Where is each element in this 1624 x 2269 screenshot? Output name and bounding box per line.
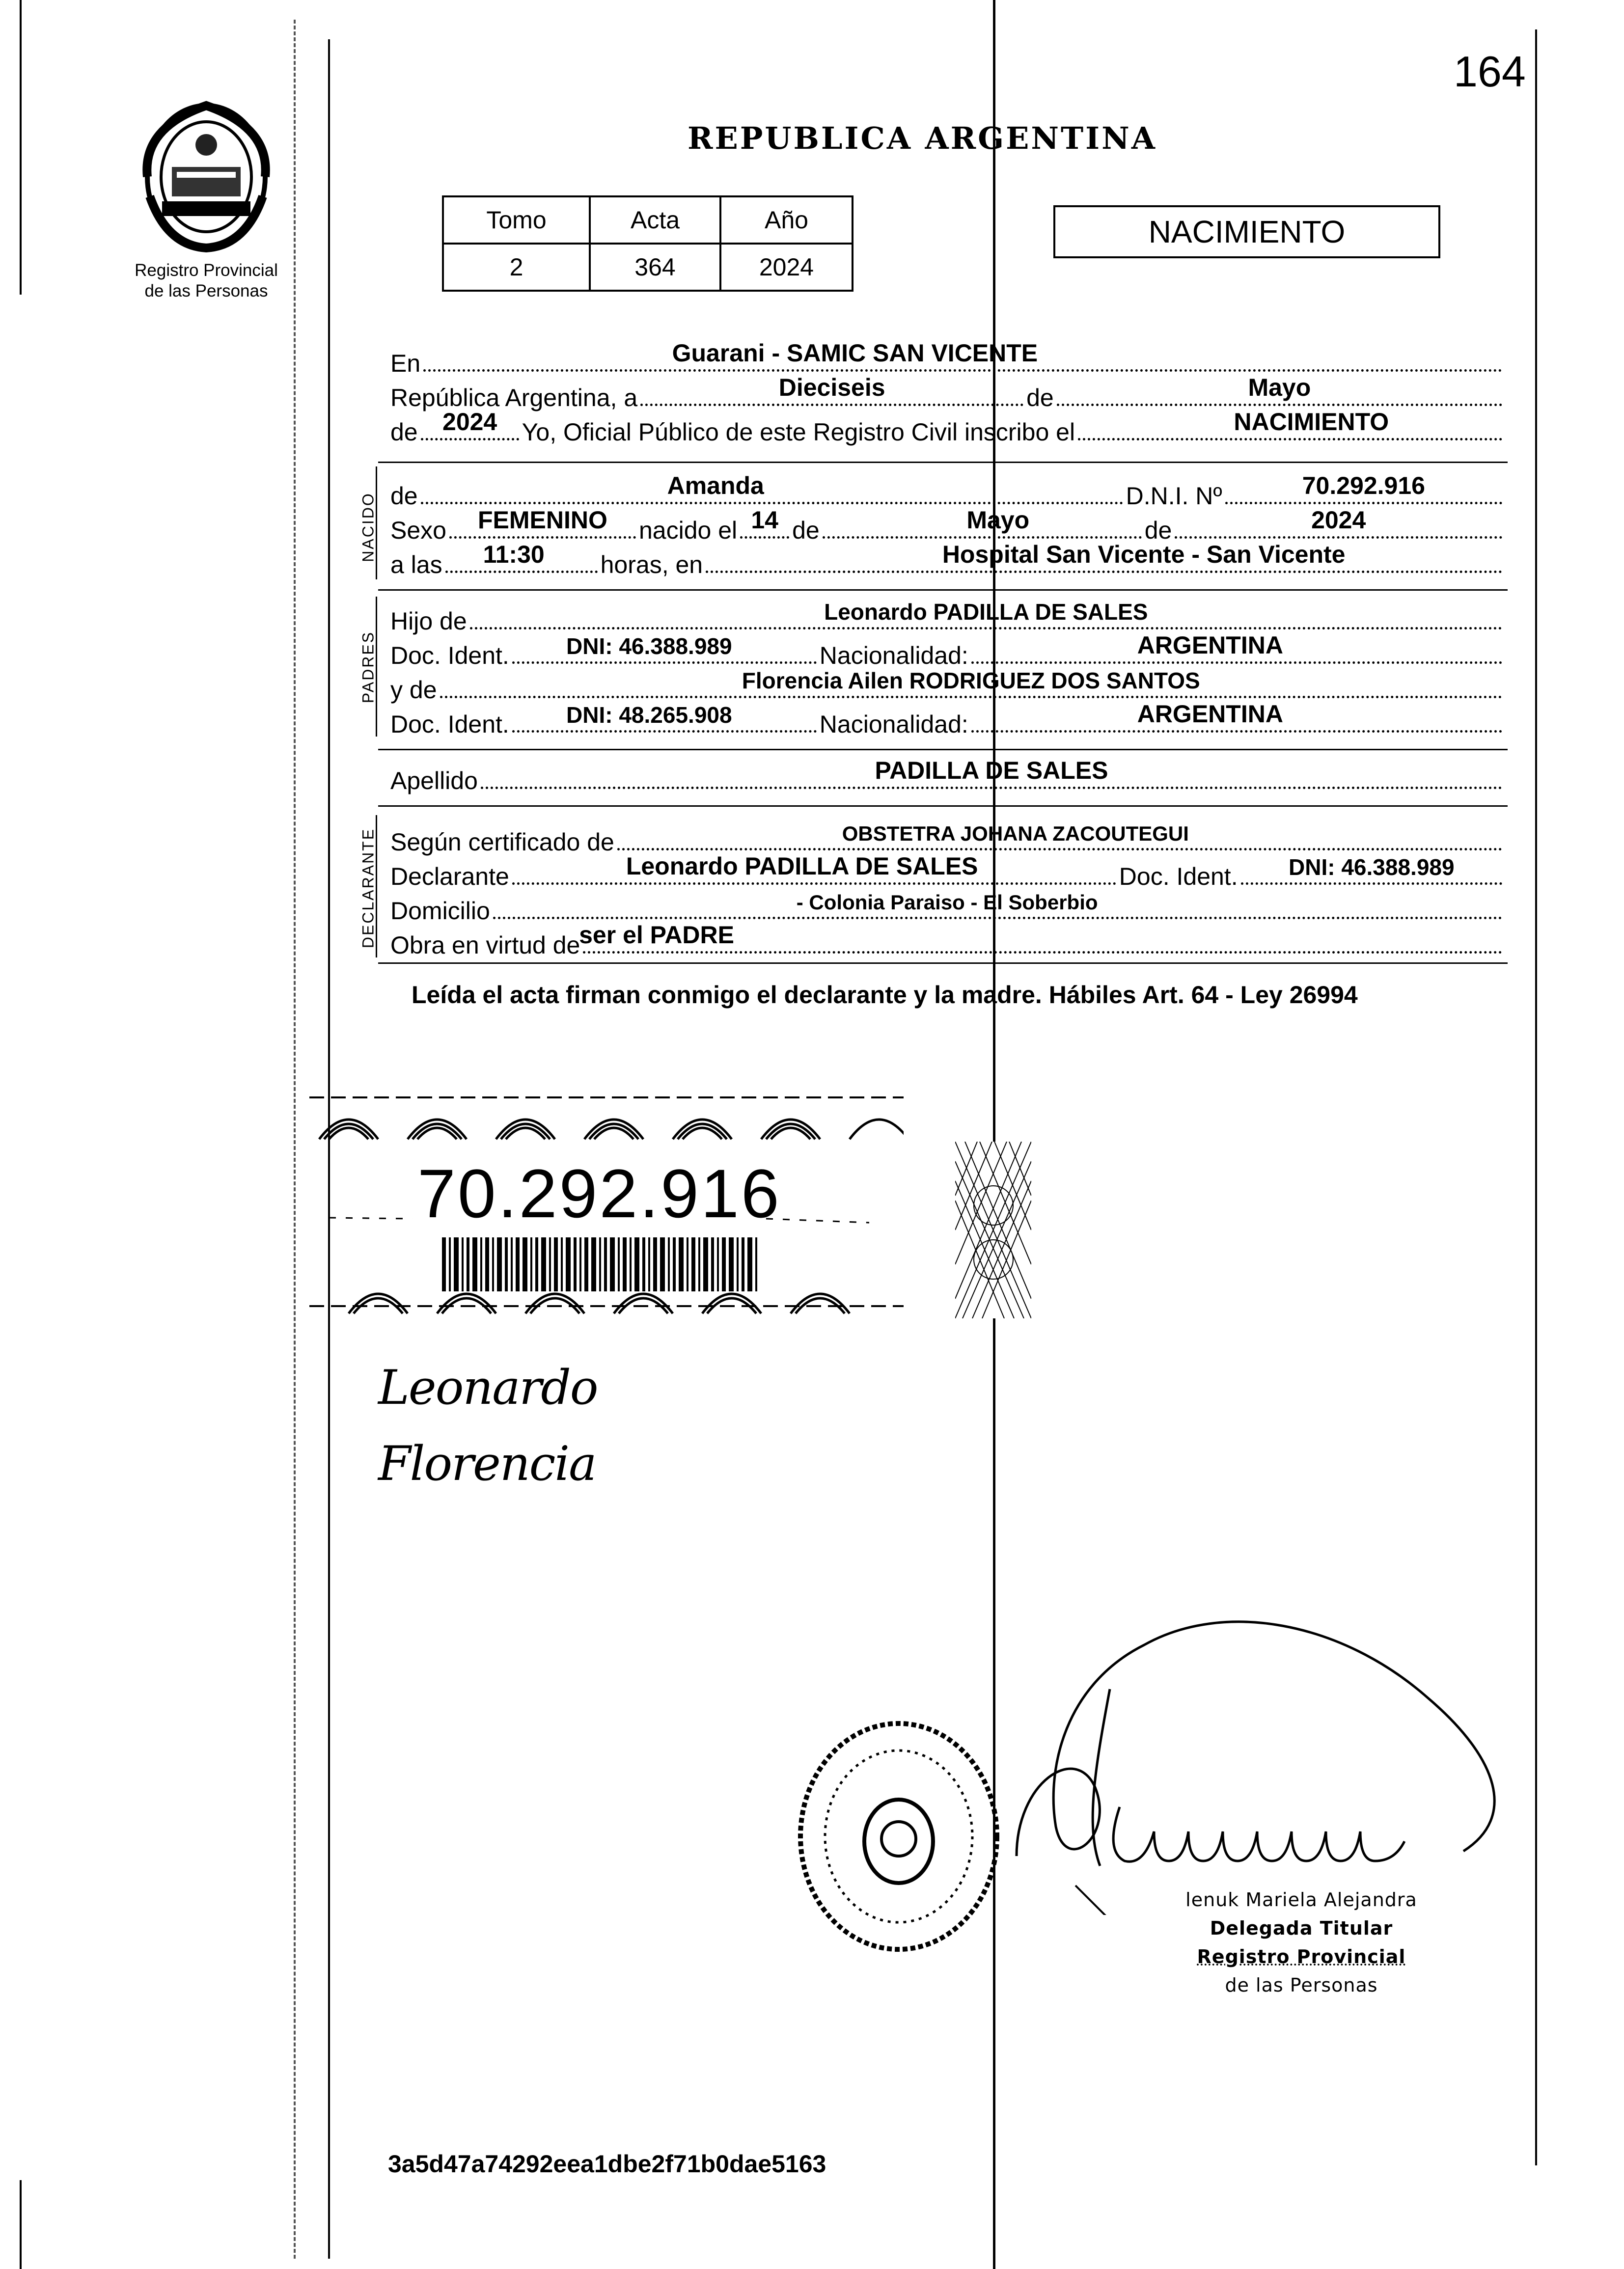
section-label-nacido: NACIDO [359, 492, 377, 562]
father-value: Leonardo PADILLA DE SALES [824, 599, 1148, 625]
anio-header: Año [720, 196, 853, 244]
margin-dashed-line [294, 20, 296, 2259]
official-name: lenuk Mariela Alejandra [1185, 1889, 1417, 1911]
security-hologram [955, 1142, 1031, 1318]
domicilio-value: - Colonia Paraiso - El Soberbio [796, 891, 1098, 914]
row-oficial: de 2024 Yo, Oficial Público de este Registro Civil inscribo el NACIMIENTO [390, 420, 1505, 444]
birth-year-value: 2024 [1311, 506, 1366, 534]
divider [378, 462, 1508, 463]
official-office: Registro Provincial [1197, 1946, 1406, 1968]
father-nationality-value: ARGENTINA [1137, 631, 1283, 659]
row-nacido-hora: a las 11:30 horas, en Hospital San Vicente - San Vicente [390, 552, 1505, 577]
row-hijo: Hijo de Leonardo PADILLA DE SALES [390, 609, 1505, 633]
obra-value: ser el PADRE [579, 921, 734, 949]
record-table-values [443, 244, 853, 291]
page-number: 164 [1454, 47, 1526, 96]
row-mother-doc: Doc. Ident. DNI: 48.265.908 Nacionalidad: ARGENTINA [390, 712, 1505, 737]
row-nacido-sexo: Sexo FEMENINO nacido el 14 de Mayo de 2024 [390, 518, 1505, 543]
act-value: NACIMIENTO [1234, 408, 1389, 436]
official-stamp-text [1129, 1886, 1473, 1999]
official-seal [786, 1709, 1012, 1964]
father-doc-value: DNI: 46.388.989 [566, 633, 732, 659]
record-table [442, 195, 853, 292]
name-value: Amanda [667, 472, 764, 499]
row-y-de: y de Florencia Ailen RODRIGUEZ DOS SANTOS [390, 678, 1505, 702]
row-certificado: Según certificado de OBSTETRA JOHANA ZACOUTEGUI [390, 830, 1505, 854]
document-title: REPUBLICA ARGENTINA [688, 120, 1157, 156]
row-nacido-name: de Amanda D.N.I. Nº 70.292.916 [390, 484, 1505, 508]
seal-icon [786, 1709, 1012, 1964]
signature-declarante: Leonardo [378, 1360, 598, 1415]
tomo-value: 2 [443, 244, 590, 291]
place-value: Guarani - SAMIC SAN VICENTE [672, 339, 1038, 367]
section-label-padres: PADRES [359, 630, 377, 704]
divider [378, 749, 1508, 750]
divider [378, 589, 1508, 591]
document-hash: 3a5d47a74292eea1dbe2f71b0dae5163 [388, 2150, 826, 2178]
row-en: En Guarani - SAMIC SAN VICENTE [390, 351, 1505, 376]
birth-day-value: 14 [751, 506, 778, 534]
record-type-box [1053, 205, 1440, 258]
mother-nationality-value: ARGENTINA [1137, 700, 1283, 728]
row-father-doc: Doc. Ident. DNI: 46.388.989 Nacionalidad: ARGENTINA [390, 643, 1505, 668]
identity-sticker [309, 1090, 904, 1316]
barcode [442, 1237, 757, 1291]
left-edge-line [20, 0, 22, 295]
row-domicilio: Domicilio - Colonia Paraiso - El Soberbio [390, 899, 1505, 923]
acta-header: Acta [590, 196, 720, 244]
signature-madre: Florencia [378, 1436, 596, 1491]
cert-value: OBSTETRA JOHANA ZACOUTEGUI [842, 822, 1189, 845]
time-value: 11:30 [483, 541, 545, 568]
sticker-number: 70.292.916 [417, 1155, 781, 1232]
month-value: Mayo [1248, 374, 1311, 401]
dni-value: 70.292.916 [1302, 472, 1425, 499]
mother-doc-value: DNI: 48.265.908 [566, 702, 732, 728]
closing-text: Leída el acta firman conmigo el declarante y la madre. Hábiles Art. 64 - Ley 26994 [412, 981, 1358, 1009]
declarante-value: Leonardo PADILLA DE SALES [626, 852, 978, 880]
left-edge-line-bottom [20, 2180, 22, 2269]
official-signature [997, 1571, 1547, 1915]
anio-value: 2024 [720, 244, 853, 291]
row-apellido: Apellido PADILLA DE SALES [390, 768, 1505, 793]
acta-value: 364 [590, 244, 720, 291]
official-office-2: de las Personas [1225, 1974, 1378, 1996]
tomo-header: Tomo [443, 196, 590, 244]
birth-month-value: Mayo [966, 506, 1030, 534]
row-republica: República Argentina, a Dieciseis de Mayo [390, 385, 1505, 410]
declarante-doc-value: DNI: 46.388.989 [1289, 854, 1455, 880]
day-words-value: Dieciseis [778, 374, 885, 401]
divider [378, 962, 1508, 964]
row-declarante: Declarante Leonardo PADILLA DE SALES Doc. Ident. DNI: 46.388.989 [390, 864, 1505, 889]
record-type: NACIMIENTO [1148, 214, 1346, 249]
apellido-value: PADILLA DE SALES [875, 757, 1108, 784]
year-value: 2024 [442, 408, 497, 436]
coat-of-arms-icon [133, 98, 280, 255]
mother-value: Florencia Ailen RODRIGUEZ DOS SANTOS [742, 668, 1200, 693]
birth-place-value: Hospital San Vicente - San Vicente [942, 541, 1346, 568]
signature-scribble [997, 1571, 1547, 1915]
logo-caption: Registro Provincial de las Personas [135, 261, 278, 301]
record-table-header [443, 196, 853, 244]
row-obra: Obra en virtud de ser el PADRE [390, 933, 1505, 957]
sexo-value: FEMENINO [478, 506, 607, 534]
hologram-pattern [955, 1142, 1031, 1318]
provincia-logo [133, 98, 280, 255]
section-label-declarante: DECLARANTE [359, 827, 377, 949]
divider [378, 805, 1508, 807]
official-role: Delegada Titular [1210, 1917, 1393, 1939]
